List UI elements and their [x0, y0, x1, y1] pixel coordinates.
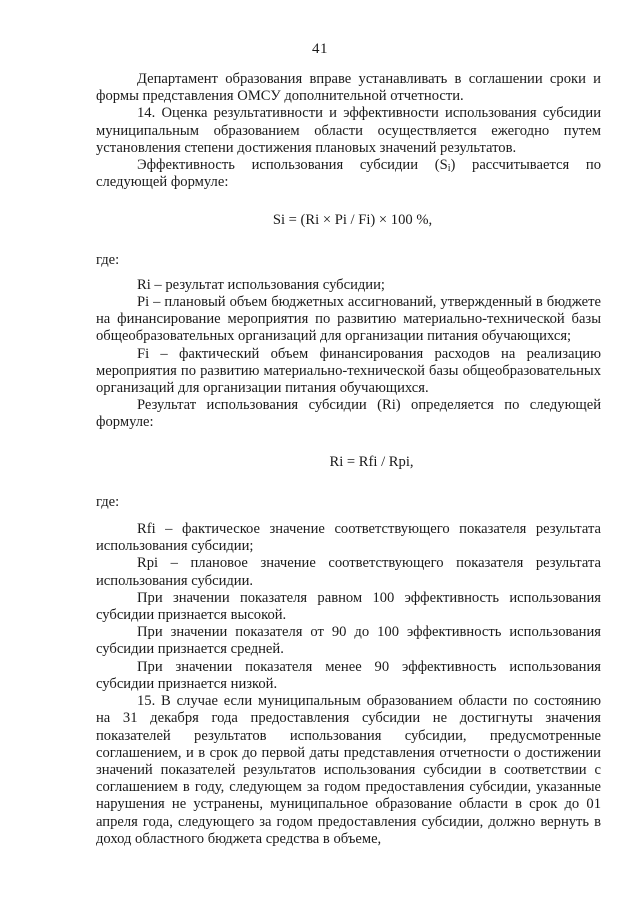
paragraph-efficiency-low: При значении показателя менее 90 эффективность использования субсидии признается низкой.	[96, 658, 601, 692]
paragraph-reporting-deadlines: Департамент образования вправе устанавливать в соглашении сроки и формы представления ОМСУ дополнительной отчетности.	[96, 71, 601, 105]
definition-ri: Ri – результат использования субсидии;	[137, 276, 385, 293]
definition-rfi: Rfi – фактическое значение соответствующего показателя результата использования субсидии;	[96, 521, 601, 555]
paragraph-efficiency-high: При значении показателя равном 100 эффективность использования субсидии признается высокой.	[96, 589, 601, 624]
paragraph-result-intro: Результат использования субсидии (Ri) определяется по следующей формуле:	[96, 397, 601, 431]
paragraph-14-evaluation: 14. Оценка результативности и эффективности использования субсидии муниципальным образованием области осуществляется ежегодно путем установления степени достижения плановых значений результатов.	[96, 105, 601, 156]
where-label-2: где:	[96, 493, 120, 510]
paragraph-15-return-funds: 15. В случае если муниципальным образованием области по состоянию на 31 декабря года предоставления субсидии не достигнуты значения показателей результатов использования субсидии, предусмотренные соглашением, и в срок до первой даты представления отчетности о достижении значений показателей результатов использования субсидии в соответствии с соглашением в году, следующем за годом предоставления субсидии, указанные нарушения не устранены, муниципальное образование области в срок до 01 апреля года, следующего за годом предоставления субсидии, должно вернуть в доход областного бюджета средства в объеме,	[96, 693, 601, 847]
page-number: 41	[312, 41, 328, 57]
definition-fi: Fi – фактический объем финансирования расходов на реализацию мероприятия по развитию материально-технической базы общеобразовательных организаций для организации питания обучающихся.	[96, 345, 601, 397]
efficiency-intro-text-start: Эффективность использования субсидии (S	[137, 157, 448, 174]
formula-efficiency: Si = (Ri × Pi / Fi) × 100 %,	[272, 212, 433, 229]
definition-pi: Pi – плановый объем бюджетных ассигнований, утвержденный в бюджете на финансирование мероприятия по развитию материально-технической базы общеобразовательных организаций для организации питания обучающихся;	[96, 294, 601, 345]
definition-rpi: Rpi – плановое значение соответствующего показателя результата использования субсидии.	[96, 555, 601, 589]
efficiency-intro-text-end: ) рассчитывается по следующей формуле:	[96, 157, 601, 191]
where-label-1: где:	[96, 251, 120, 268]
efficiency-subscript: i	[447, 163, 451, 175]
formula-result: Ri = Rfi / Rpi,	[329, 453, 414, 470]
paragraph-efficiency-intro	[96, 157, 601, 191]
document-body	[96, 71, 601, 848]
paragraph-efficiency-medium: При значении показателя от 90 до 100 эффективность использования субсидии признается средней.	[96, 624, 601, 658]
